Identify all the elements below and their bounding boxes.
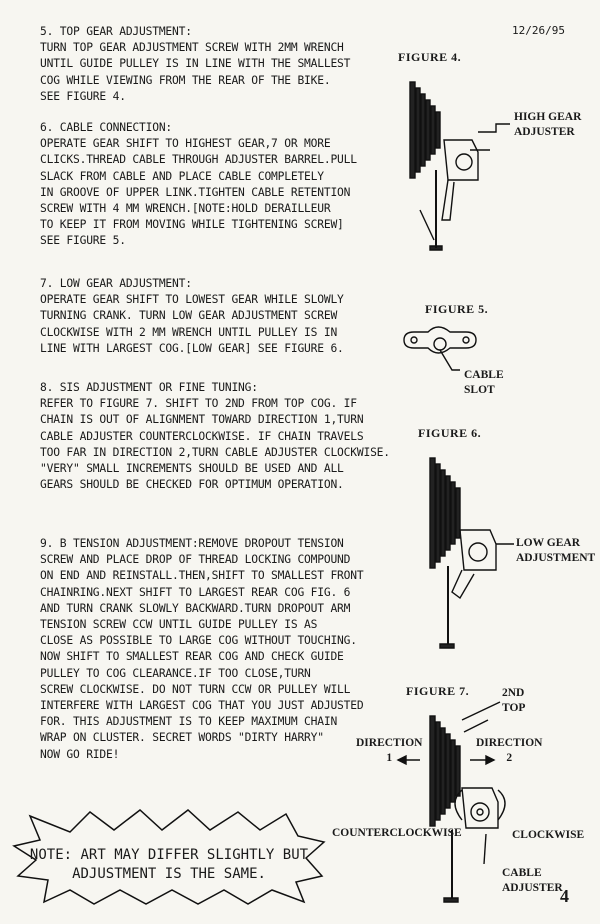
figure-7-label: FIGURE 7. xyxy=(406,684,470,698)
section-line: NOW SHIFT TO SMALLEST REAR COG AND CHECK GUIDE xyxy=(40,650,344,664)
figure-5-drawing xyxy=(404,327,476,370)
figure-7-ccw-label: COUNTERCLOCKWISE xyxy=(332,827,462,839)
section-line: CLICKS.THREAD CABLE THROUGH ADJUSTER BARREL.PULL xyxy=(40,153,357,167)
section-line: WRAP ON CLUSTER. SECRET WORDS "DIRTY HARRY" xyxy=(40,731,324,745)
figure-4-label: FIGURE 4. xyxy=(398,50,462,64)
section-line: SCREW WITH 4 MM WRENCH.[NOTE:HOLD DERAILLEUR xyxy=(40,202,331,216)
section-line: CHAINRING.NEXT SHIFT TO LARGEST REAR COG FIG. 6 xyxy=(40,585,351,599)
section-line: CLOSE AS POSSIBLE TO LARGE COG WITHOUT TOUCHING. xyxy=(40,634,357,648)
section-line: NOW GO RIDE! xyxy=(40,747,120,761)
section-line: IN GROOVE OF UPPER LINK.TIGHTEN CABLE RETENTION xyxy=(40,185,351,199)
callout-line: LOW GEAR xyxy=(516,537,581,549)
section-title: 5. TOP GEAR ADJUSTMENT: xyxy=(40,25,192,38)
figure-5-callout xyxy=(464,368,504,398)
figure-4-drawing xyxy=(410,82,510,250)
section-line: TURNING CRANK. TURN LOW GEAR ADJUSTMENT SCREW xyxy=(40,309,338,323)
figure-6-label: FIGURE 6. xyxy=(418,426,482,440)
section-line: TURN TOP GEAR ADJUSTMENT SCREW WITH 2MM WRENCH xyxy=(40,41,344,55)
figure-7-drawing xyxy=(398,702,505,902)
figure-4-callout xyxy=(514,110,581,140)
section-line: OPERATE GEAR SHIFT TO LOWEST GEAR WHILE SLOWLY xyxy=(40,293,344,307)
section-line: FOR. THIS ADJUSTMENT IS TO KEEP MAXIMUM CHAIN xyxy=(40,715,338,729)
callout-line: HIGH GEAR xyxy=(514,111,582,123)
section-title: 8. SIS ADJUSTMENT OR FINE TUNING: xyxy=(40,381,258,394)
note-line: ADJUSTMENT IS THE SAME. xyxy=(72,866,266,882)
figure-5-label: FIGURE 5. xyxy=(425,302,489,316)
note-starburst xyxy=(10,806,328,906)
section-line: UNTIL GUIDE PULLEY IS IN LINE WITH THE SMALLEST xyxy=(40,57,351,71)
section-line: "VERY" SMALL INCREMENTS SHOULD BE USED AND ALL xyxy=(40,462,344,476)
section-line: CHAIN IS OUT OF ALIGNMENT TOWARD DIRECTION 1,TURN xyxy=(40,413,364,427)
figure-7-cw-label: CLOCKWISE xyxy=(512,829,585,841)
section-line: LINE WITH LARGEST COG.[LOW GEAR] SEE FIGURE 6. xyxy=(40,341,344,355)
figure-6-drawing xyxy=(430,458,514,648)
section-line: INTERFERE WITH LARGEST COG THAT YOU JUST ADJUSTED xyxy=(40,699,364,713)
callout-line: SLOT xyxy=(464,384,495,396)
callout-line: DIRECTION xyxy=(476,737,543,749)
section-line: PULLEY TO COG CLEARANCE.IF TOO CLOSE,TURN xyxy=(40,666,311,680)
figure-7-adjuster-callout xyxy=(502,866,563,896)
page-number: 4 xyxy=(560,886,569,906)
callout-line: TOP xyxy=(502,702,526,714)
callout-line: 2ND xyxy=(502,687,525,699)
callout-line: 2 xyxy=(506,752,513,764)
figure-7-top-callout xyxy=(502,686,525,716)
section-title: 9. B TENSION ADJUSTMENT:REMOVE DROPOUT TENSION xyxy=(40,537,344,550)
section-title: 6. CABLE CONNECTION: xyxy=(40,121,173,134)
section-line: SCREW AND PLACE DROP OF THREAD LOCKING COMPOUND xyxy=(40,553,351,567)
section-line: AND TURN CRANK SLOWLY BACKWARD.TURN DROPOUT ARM xyxy=(40,601,351,615)
note-line: NOTE: ART MAY DIFFER SLIGHTLY BUT xyxy=(29,847,309,863)
figure-6-callout xyxy=(516,536,595,566)
figure-7-direction-2 xyxy=(476,736,542,766)
section-line: OPERATE GEAR SHIFT TO HIGHEST GEAR,7 OR MORE xyxy=(40,137,331,151)
note-text xyxy=(10,846,328,884)
section-line: CABLE ADJUSTER COUNTERCLOCKWISE. IF CHAIN TRAVELS xyxy=(40,429,364,443)
section-title: 7. LOW GEAR ADJUSTMENT: xyxy=(40,277,192,290)
document-date: 12/26/95 xyxy=(512,24,565,37)
callout-line: CABLE xyxy=(502,867,542,879)
section-line: TENSION SCREW CCW UNTIL GUIDE PULLEY IS AS xyxy=(40,618,318,632)
callout-line: ADJUSTER xyxy=(502,882,563,894)
section-line: REFER TO FIGURE 7. SHIFT TO 2ND FROM TOP COG. IF xyxy=(40,397,357,411)
section-line: TOO FAR IN DIRECTION 2,TURN CABLE ADJUSTER CLOCKWISE. xyxy=(40,445,390,459)
figure-7-direction-1 xyxy=(356,736,422,766)
callout-line: ADJUSTER xyxy=(514,126,575,138)
section-line: SLACK FROM CABLE AND PLACE CABLE COMPLETELY xyxy=(40,169,324,183)
section-line: SEE FIGURE 5. xyxy=(40,234,126,248)
section-line: GEARS SHOULD BE CHECKED FOR OPTIMUM OPERATION. xyxy=(40,478,344,492)
section-line: SCREW CLOCKWISE. DO NOT TURN CCW OR PULLEY WILL xyxy=(40,682,351,696)
section-line: ON END AND REINSTALL.THEN,SHIFT TO SMALLEST FRONT xyxy=(40,569,364,583)
section-line: COG WHILE VIEWING FROM THE REAR OF THE BIKE. xyxy=(40,73,331,87)
section-line: SEE FIGURE 4. xyxy=(40,89,126,103)
callout-line: 1 xyxy=(386,752,393,764)
section-line: CLOCKWISE WITH 2 MM WRENCH UNTIL PULLEY IS IN xyxy=(40,325,338,339)
callout-line: CABLE xyxy=(464,369,504,381)
callout-line: ADJUSTMENT xyxy=(516,552,596,564)
section-line: TO KEEP IT FROM MOVING WHILE TIGHTENING SCREW] xyxy=(40,218,344,232)
callout-line: DIRECTION xyxy=(356,737,423,749)
